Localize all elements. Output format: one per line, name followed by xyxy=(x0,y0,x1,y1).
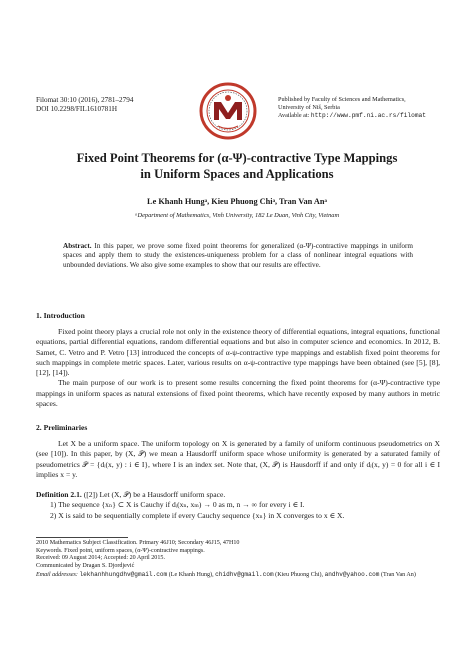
email-link[interactable]: chidhv@gmail.com xyxy=(215,570,274,578)
journal-header-left xyxy=(36,96,133,114)
author-list: Le Khanh Hungᵃ, Kieu Phuong Chiᵃ, Tran Van Anᵃ xyxy=(147,197,327,206)
abstract-text: In this paper, we prove some fixed point theorems for generalized (α-Ψ)-contractive mappings in uniform spaces and apply them to study the existences-uniqueness problem for a class of nonlinear integral equations with unbounded deviations. We also give some examples to show that our results are effective. xyxy=(63,242,413,269)
email-link[interactable]: lekhanhhungdhv@gmail.com xyxy=(79,570,168,578)
email-owner: (Kieu Phuong Chi), xyxy=(275,571,324,578)
email-label: Email addresses: xyxy=(36,571,78,578)
email-owner: (Tran Van An) xyxy=(381,571,416,578)
paper-title xyxy=(30,150,444,182)
email-owner: (Le Khanh Hung), xyxy=(168,571,214,578)
journal-citation: Filomat 30:10 (2016), 2781–2794 xyxy=(36,96,134,104)
keywords: Keywords. Fixed point, uniform spaces, (α-Ψ)-contractive mappings. xyxy=(36,547,205,554)
definition-item: 2) X is said to be sequentially complete if every Cauchy sequence {xₙ} in X converges to x ∈ X. xyxy=(50,510,345,520)
availability xyxy=(278,112,426,120)
received-dates: Received: 09 August 2014; Accepted: 20 April 2015. xyxy=(36,555,165,562)
footnotes xyxy=(36,540,440,580)
definition-block xyxy=(36,490,440,521)
introduction-paragraph: Fixed point theory plays a crucial role not only in the existence theory of differential equations, integral equations, functional equations, partial differential equations, random differential equations and but also in computer science and economics. In 2012, B. Samet, C. Vetro and P. Vetro [13] introduced the concepts of α-ψ-contractive type mappings and establish fixed point theorems for such mappings in complete metric spaces. Later, various results on α-ψ-contractive type mappings have been obtained (see [5], [8], [12], [14]). xyxy=(36,327,440,378)
preliminaries-paragraph: Let X be a uniform space. The uniform topology on X is generated by a family of uniform continuous pseudometrics on X (see [10]). In this paper, by (X, 𝒫) we mean a Hausdorff uniform space whose uniformity is generated by a saturated family of pseudometrics 𝒫 = {dᵢ(x, y) : i ∈ I}, where I is an index set. Note that, (X, 𝒫) is Hausdorff if and only if dᵢ(x, y) = 0 for all i ∈ I implies x = y. xyxy=(36,439,440,479)
journal-url-link[interactable]: http://www.pmf.ni.ac.rs/filomat xyxy=(310,112,426,119)
university: University of Niš, Serbia xyxy=(278,104,340,111)
doi: DOI 10.2298/FIL1610781H xyxy=(36,105,118,113)
abstract xyxy=(63,242,413,270)
introduction-paragraph: The main purpose of our work is to present some results concerning the fixed point theorems for (α-Ψ)-contractive type mappings in uniform spaces as natural extensions of fixed point theorems, which have recently exposed by many authors in metric spaces. xyxy=(36,378,440,409)
affiliation: ᵃDepartment of Mathematics, Vinh University, 182 Le Duan, Vinh City, Vietnam xyxy=(134,212,340,219)
communicated-by: Communicated by Dragan S. Djordjević xyxy=(36,563,135,570)
footnote-divider xyxy=(36,537,128,538)
introduction-body xyxy=(36,327,440,409)
journal-seal-logo-icon xyxy=(199,82,257,140)
msc-classification: 2010 Mathematics Subject Classification. Primary 46J10; Secondary 46J15, 47H10 xyxy=(36,540,240,546)
available-label: Available at: xyxy=(278,112,310,119)
definition-heading xyxy=(36,490,440,500)
email-addresses xyxy=(36,571,440,580)
definition-item: 1) The sequence {xₙ} ⊂ X is Cauchy if dᵢ(xₙ, xₘ) → 0 as m, n → ∞ for every i ∈ I. xyxy=(50,500,305,510)
section-heading-preliminaries: 2. Preliminaries xyxy=(36,423,88,432)
definition-label: Definition 2.1. xyxy=(36,490,82,499)
abstract-label: Abstract. xyxy=(63,242,92,250)
journal-header-right xyxy=(278,96,426,120)
section-heading-introduction: 1. Introduction xyxy=(36,311,85,320)
title-line-2: in Uniform Spaces and Applications xyxy=(140,167,334,181)
title-line-1: Fixed Point Theorems for (α-Ψ)-contractive Type Mappings xyxy=(76,151,398,165)
email-link[interactable]: andhv@yahoo.com xyxy=(324,570,380,578)
publisher: Published by Faculty of Sciences and Mathematics, xyxy=(278,96,406,103)
definition-intro: ([2]) Let (X, 𝒫) be a Hausdorff uniform space. xyxy=(83,490,226,499)
preliminaries-body xyxy=(36,439,440,480)
